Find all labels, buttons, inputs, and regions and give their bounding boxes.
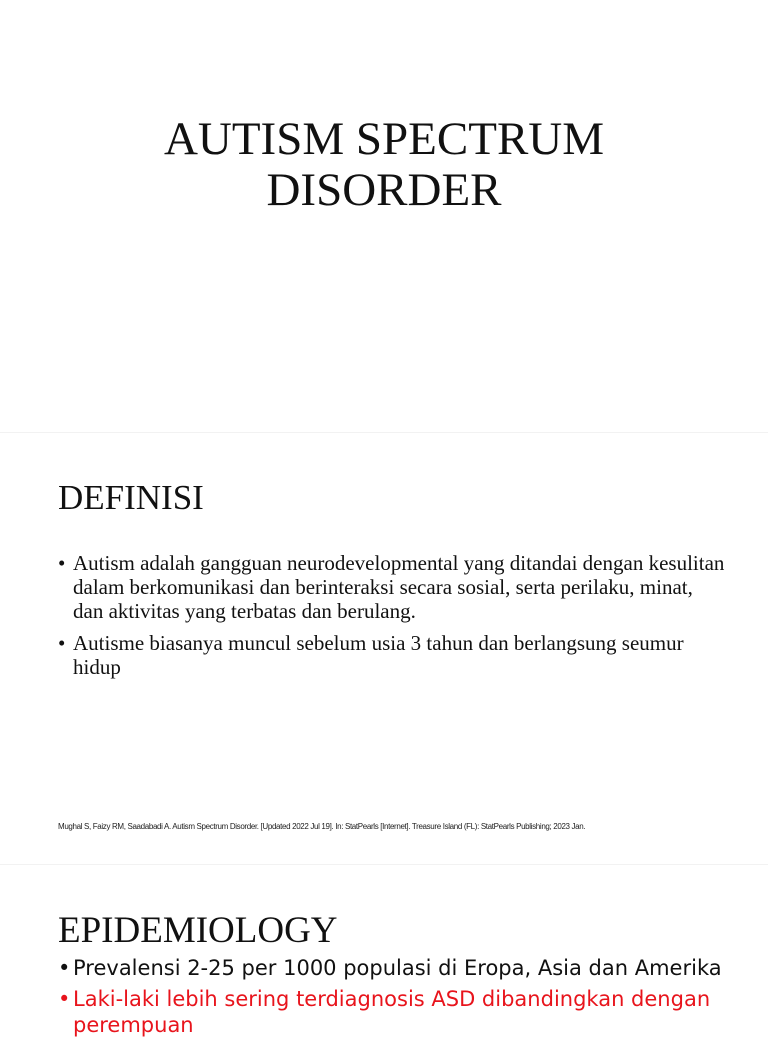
bullet-text: Laki-laki lebih sering terdiagnosis ASD dibandingkan dengan perempuan [73, 987, 711, 1037]
bullet-text: Prevalensi 2-25 per 1000 populasi di Eropa, Asia dan Amerika [73, 956, 722, 980]
bullet-text: Autism adalah gangguan neurodevelopmental yang ditandai dengan kesulitan dalam berkomunikasi dan berinteraksi secara sosial, serta perilaku, minat, dan aktivitas yang terbatas dan berulang. [73, 551, 725, 623]
title-line-1: AUTISM SPECTRUM [163, 113, 605, 165]
epidemiology-heading: EPIDEMIOLOGY [58, 910, 338, 951]
list-item-highlighted [58, 986, 728, 1038]
bullet-icon: • [58, 631, 66, 655]
citation-footnote: Mughal S, Faizy RM, Saadabadi A. Autism Spectrum Disorder. [Updated 2022 Jul 19]. In: StatPearls [Internet]. Treasure Island (FL): StatPearls Publishing; 2023 Jan. [58, 822, 586, 831]
definition-bullet-list [58, 551, 728, 687]
definition-heading: DEFINISI [58, 478, 204, 517]
list-item [58, 551, 728, 623]
epidemiology-bullet-list [58, 955, 728, 1043]
bullet-icon: • [58, 956, 71, 980]
list-item [58, 631, 728, 679]
definition-slide [0, 432, 768, 865]
presentation-title [0, 114, 768, 216]
epidemiology-slide [0, 864, 768, 1037]
bullet-icon: • [58, 551, 66, 575]
bullet-text: Autisme biasanya muncul sebelum usia 3 tahun dan berlangsung seumur hidup [73, 631, 684, 679]
list-item [58, 955, 728, 981]
title-slide [0, 0, 768, 432]
title-line-2: DISORDER [266, 164, 502, 216]
bullet-icon: • [58, 987, 71, 1011]
